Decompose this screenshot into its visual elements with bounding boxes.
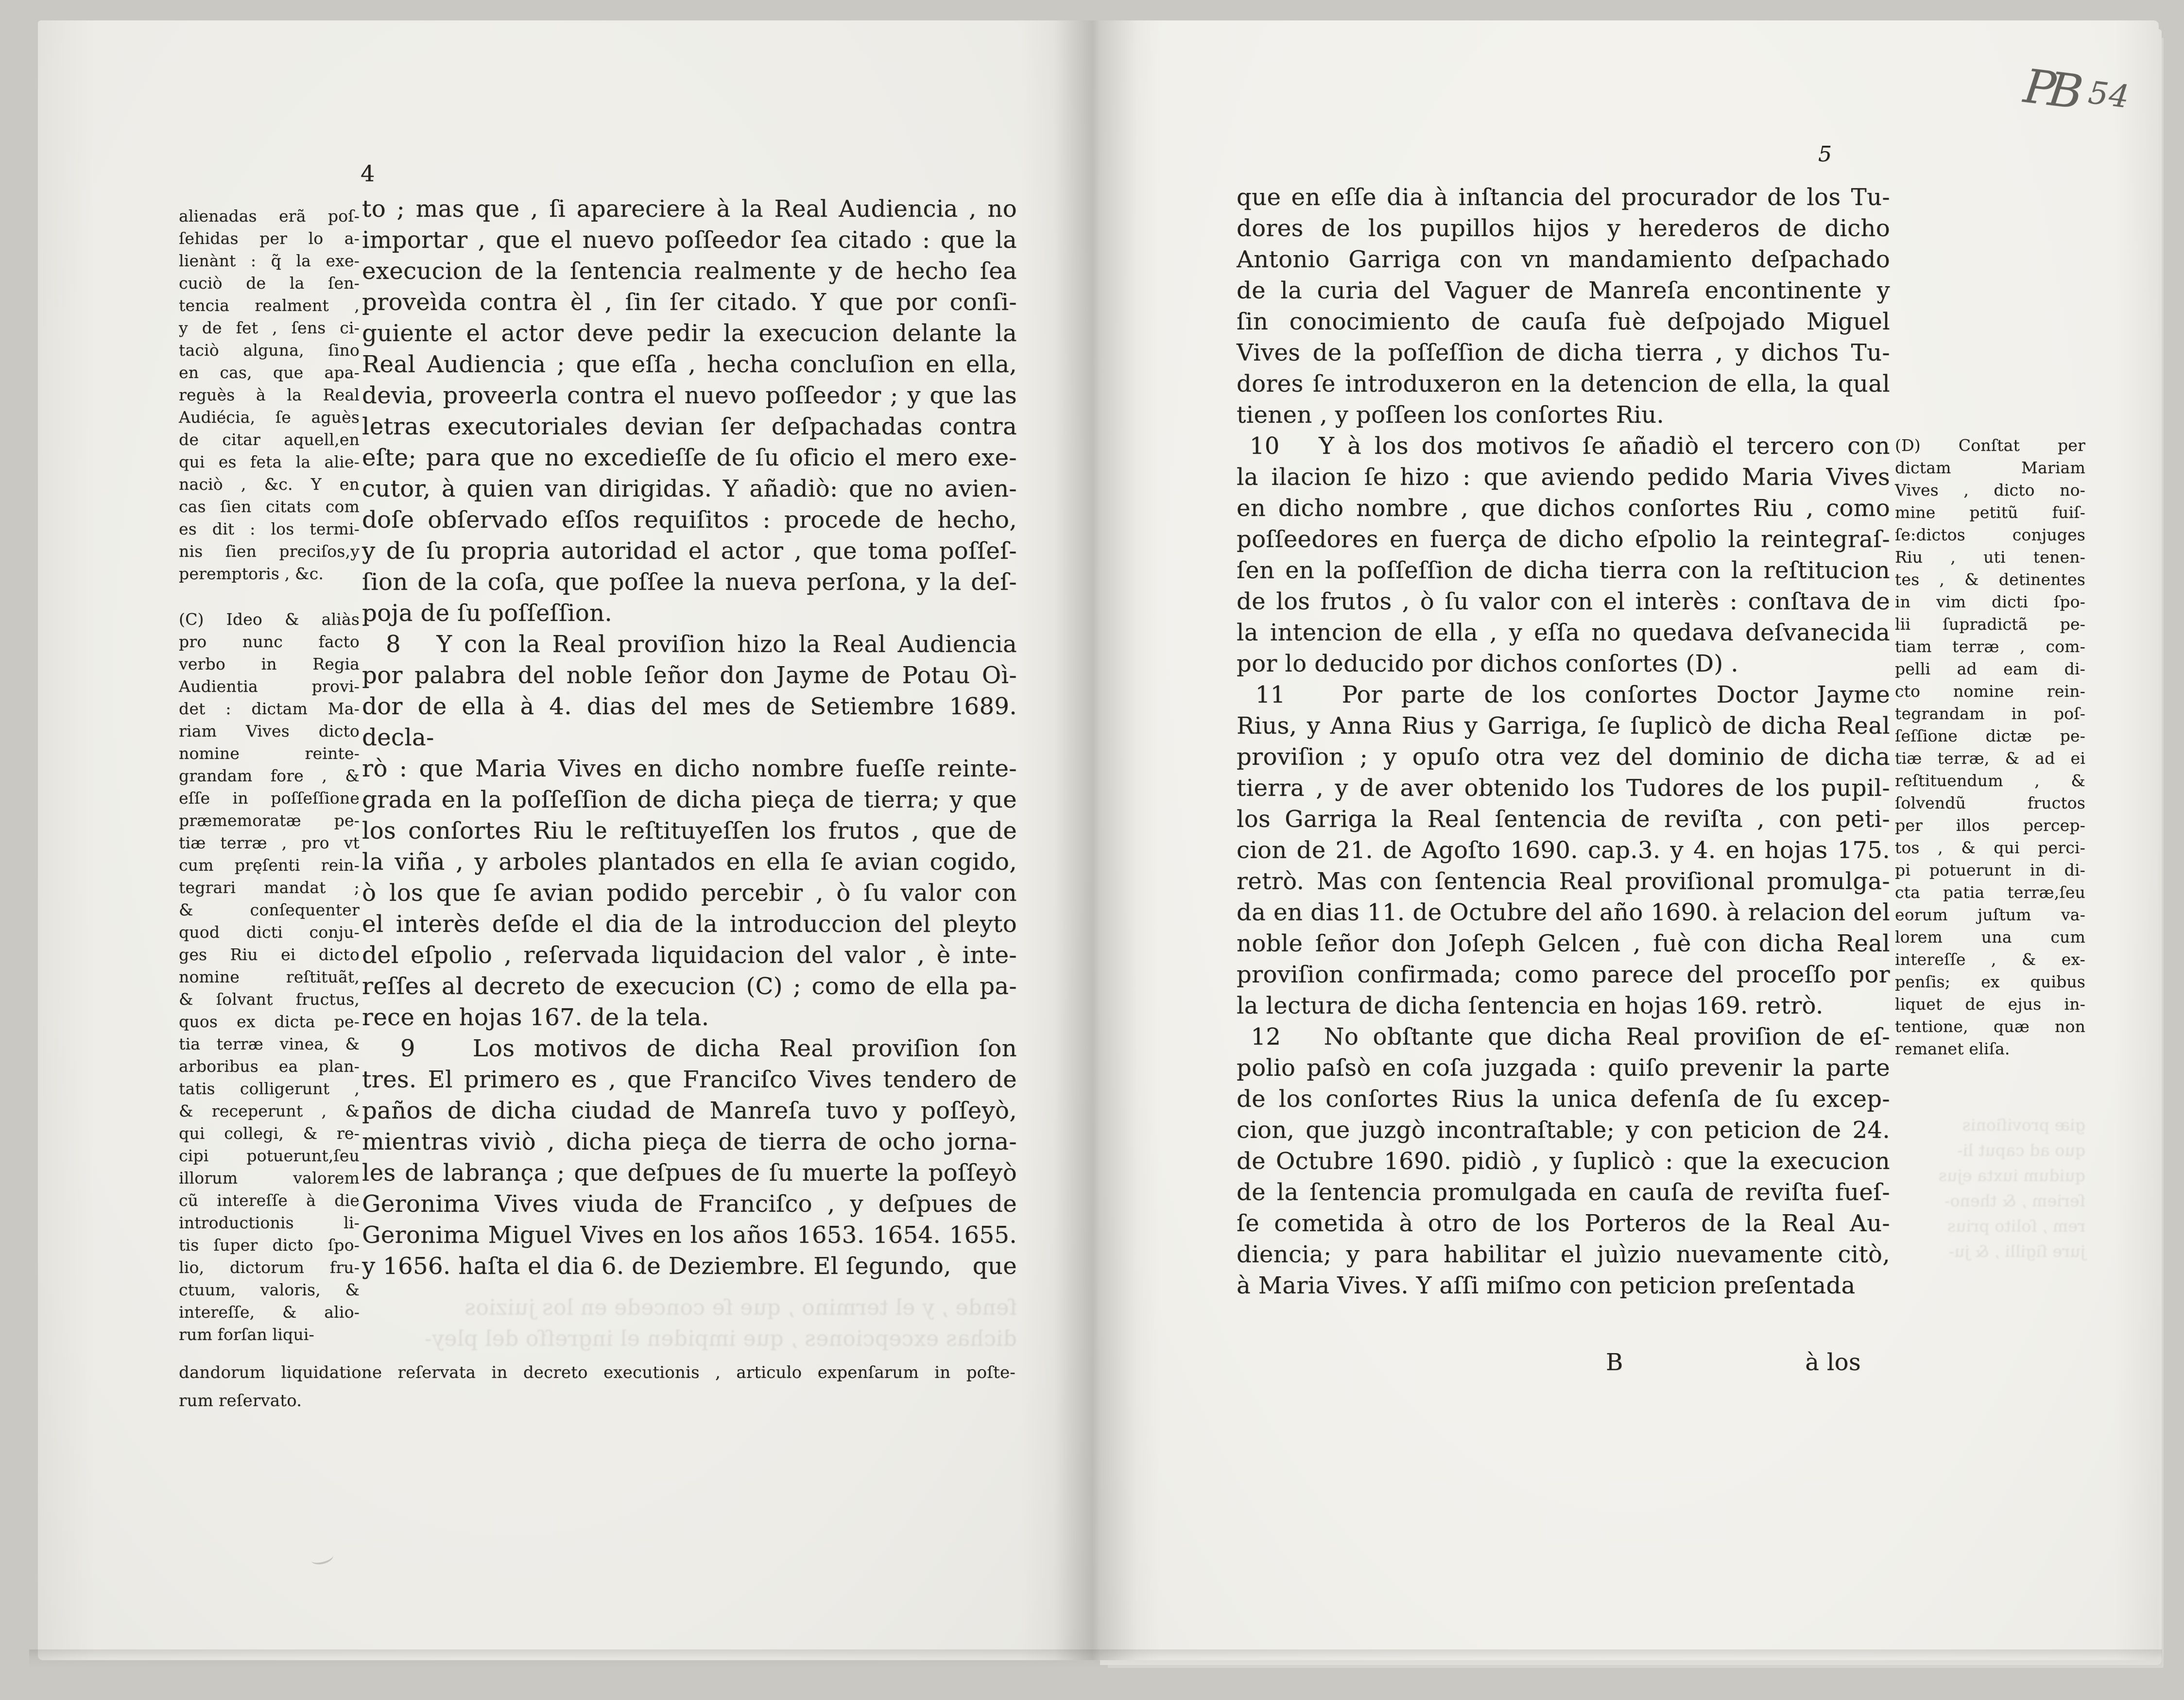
text-line: importar , que el nuevo poſſeedor ſea citado : que la — [362, 226, 1017, 254]
text-line: devia, proveerla contra el nuevo poſſeedor ; y que las — [362, 382, 1017, 409]
text-line: y de fet , ſens ci- — [179, 318, 360, 337]
text-line: dichas excepciones , que impiden el ingreſſo del pley- — [424, 1326, 1017, 1351]
text-line: & conſequenter — [179, 900, 360, 919]
text-line: da en dias 11. de Octubre del año 1690. à relacion del — [1237, 899, 1890, 926]
text-line: eſte; para que no excedieſſe de ſu oficio el mero exe- — [362, 444, 1017, 471]
page-stack-edge — [29, 1649, 2162, 1669]
text-line: ſen en la poſſeſſion de dicha tierra con la reſtitucion — [1237, 557, 1890, 584]
text-line: Geronima Miguel Vives en los años 1653. 1654. 1655. — [362, 1221, 1017, 1249]
text-line: dictam Mariam — [1895, 458, 2085, 477]
text-line: execucion de la ſentencia realmente y de hecho ſea — [362, 258, 1017, 285]
text-line: de citar aquell,en — [179, 430, 360, 449]
text-line: ges Riu ei dicto — [179, 945, 360, 964]
text-line: pelli ad eam di- — [1895, 659, 2085, 678]
text-line: proveìda contra èl , ſin ſer citado. Y que por conſi- — [362, 289, 1017, 316]
text-line: los conſortes Riu le reſtituyeſſen los frutos , que de — [362, 817, 1017, 844]
text-line: 10 Y à los dos motivos ſe añadiò el tercero con — [1237, 432, 1890, 460]
text-line: mientras viviò , dicha pieça de tierra de ocho jorna- — [362, 1128, 1017, 1155]
text-line: cipi potuerunt,ſeu — [179, 1146, 360, 1165]
text-line: en dicho nombre , que dichos conſortes Riu , como — [1237, 495, 1890, 522]
text-line: y 1656. haſta el dia 6. de Deziembre. El ſegundo, — [362, 1253, 951, 1280]
text-line: (C) Ideo & aliàs — [179, 610, 360, 629]
text-line: quos ex dicta pe- — [179, 1012, 360, 1031]
text-line: intereſſe, & alio- — [179, 1303, 360, 1322]
text-line: la intencion de ella , y eſſa no quedava deſvanecida — [1237, 619, 1890, 646]
text-line: à Maria Vives. Y aſſi miſmo con peticion preſentada — [1237, 1272, 1856, 1299]
text-line: 12 No obſtante que dicha Real proviſion de eſ- — [1237, 1023, 1890, 1050]
text-line: cum pręſenti rein- — [179, 856, 360, 875]
text-line: grandam fore , & — [179, 766, 360, 785]
text-line: lorem una cum — [1895, 927, 2085, 946]
margin-note-d — [1895, 434, 2085, 1060]
text-line: tia terræ vinea, & — [179, 1034, 360, 1053]
text-line: proviſion ; y opuſo otra vez del dominio de dicha — [1237, 743, 1890, 771]
text-line: pro nunc facto — [179, 632, 360, 651]
bleed-through-text-left — [362, 1292, 1017, 1355]
text-line: alienadas erã poſ- — [179, 206, 360, 225]
text-line: nomine reinte- — [179, 744, 360, 763]
text-line: cion, que juzgò incontraſtable; y con peticion de 24. — [1237, 1116, 1890, 1144]
text-line: retrò. Mas con ſentencia Real proviſional promulga- — [1237, 868, 1890, 895]
text-line: Audientia provi- — [179, 677, 360, 696]
text-line: dor de ella à 4. dias del mes de Setiembre 1689. decla- — [362, 693, 1017, 751]
text-line: ſion de la coſa, que poſſee la nueva perſona, y la deſ- — [362, 568, 1017, 596]
text-line: Audiécia, ſe aguès — [179, 408, 360, 427]
text-line: tiam terræ , com- — [1895, 637, 2085, 656]
text-line: & receperunt , & — [179, 1101, 360, 1120]
text-line: ſolvendũ fructos — [1895, 793, 2085, 812]
text-line: eorum juſtum va- — [1895, 905, 2085, 924]
text-line: que en eſſe dia à inſtancia del procurador de los Tu- — [1237, 184, 1890, 211]
text-line: por lo deducido por dichos conſortes (D) . — [1237, 650, 1738, 677]
text-line: peremptoris , &c. — [179, 564, 324, 583]
text-line: tos , & qui perci- — [1895, 838, 2085, 857]
text-line: ſe cometida à otro de los Porteros de la Real Au- — [1237, 1210, 1890, 1237]
text-line: naciò , &c. Y en — [179, 475, 360, 494]
text-line: la ilacion ſe hizo : que aviendo pedido Maria Vives — [1237, 464, 1890, 491]
text-line: tegrari mandat ; — [179, 878, 360, 897]
text-line: lio, dictorum fru- — [179, 1258, 360, 1277]
text-line: proviſion confirmada; como parece del proceſſo por — [1237, 961, 1890, 988]
text-line: nis ſien preciſos,y — [179, 542, 360, 561]
text-line: ſe:dictos conjuges — [1895, 525, 2085, 544]
handwritten-letters: PB — [2021, 58, 2080, 120]
text-line: intereſſe , & ex- — [1895, 950, 2085, 969]
text-line: de los conſortes Rius la unica defenſa de ſu excep- — [1237, 1085, 1890, 1113]
text-line: diencia; y para habilitar el juìzio nuevamente citò, — [1237, 1241, 1890, 1268]
right-direction-line — [1237, 1349, 1890, 1380]
handwritten-number: 54 — [2086, 75, 2132, 116]
text-line: verbo in Regia — [179, 654, 360, 673]
text-line: tres. El primero es , que Franciſco Vives tendero de — [362, 1066, 1017, 1093]
text-line: Rius, y Anna Rius y Garriga, ſe ſuplicò de dicha Real — [1237, 712, 1890, 739]
text-line: guiente el actor deve pedir la execucion delante la — [362, 320, 1017, 347]
text-line: præmemoratæ pe- — [179, 811, 360, 830]
text-line: nomine reſtituãt, — [179, 967, 360, 986]
text-line: qui collegi, & re- — [179, 1124, 360, 1143]
text-line: ctuum, valoris, & — [179, 1280, 360, 1299]
text-line: Real Audiencia ; que eſſa , hecha concluſion en ella, — [362, 351, 1017, 378]
bleed-through-text-right — [1895, 1113, 2085, 1264]
left-body-text — [362, 193, 1017, 1282]
text-line: introductionis li- — [179, 1213, 360, 1232]
text-line: reſtituendum , & — [1895, 771, 2085, 790]
text-line: ſehidas per lo a- — [179, 229, 360, 248]
text-line: rem , ſolito prius — [1947, 1217, 2085, 1236]
text-line: liquet de ejus in- — [1895, 995, 2085, 1013]
text-line: el interès deſde el dia de la introduccion del pleyto — [362, 910, 1017, 938]
signature-mark: B — [1606, 1349, 1623, 1376]
text-line: eſſe in poſſeſſione — [179, 789, 360, 807]
text-line: riam Vives dicto — [179, 721, 360, 740]
text-line: doſe obſervado eſſos requiſitos : procede de hecho, — [362, 506, 1017, 533]
text-line: tis ſuper dicto ſpo- — [179, 1236, 360, 1254]
text-line: quidum iuxta ejus — [1938, 1166, 2085, 1185]
text-line: det : dictam Ma- — [179, 699, 360, 718]
text-line: tienen , y poſſeen los conſortes Riu. — [1237, 401, 1665, 429]
text-line: la lectura de dicha ſentencia en hojas 169. retrò. — [1237, 992, 1823, 1019]
text-line: cion de 21. de Agoſto 1690. cap.3. y 4. en hojas 175. — [1237, 837, 1890, 864]
text-line: Antonio Garriga con vn mandamiento deſpachado — [1237, 246, 1890, 273]
text-line: 9 Los motivos de dicha Real proviſion ſon — [362, 1035, 1017, 1062]
text-line: de los frutos , ò ſu valor con el interès : conſtava de — [1237, 588, 1890, 615]
text-line: tegrandam in poſ- — [1895, 704, 2085, 723]
text-line: dandorum liquidatione reſervata in decreto executionis , articulo expenſarum in poſte- — [179, 1363, 1015, 1382]
text-line: cutor, à quien van dirigidas. Y añadiò: que no avien- — [362, 475, 1017, 502]
text-line: Geronima Vives viuda de Franciſco , y deſpues de — [362, 1190, 1017, 1218]
text-line: de Octubre 1690. pidiò , y ſuplicò : que la execucion — [1237, 1148, 1890, 1175]
right-body-text — [1237, 182, 1890, 1301]
text-line: & ſolvant fructus, — [179, 990, 360, 1009]
text-line: ſin conocimiento de cauſa fuè deſpojado Miguel — [1237, 308, 1890, 335]
text-line: qui es feta la alie- — [179, 452, 360, 471]
text-line: pi potuerunt in di- — [1895, 860, 2085, 879]
text-line: ſende , y el termino , que ſe concede en los juizios — [464, 1295, 1017, 1320]
gutter-shadow — [1054, 20, 1137, 1660]
text-line: tes , & detinentes — [1895, 570, 2085, 589]
text-line: Vives de la poſſeſſion de dicha tierra , y dichos Tu- — [1237, 339, 1890, 366]
text-line: ſeſſione dictæ pe- — [1895, 726, 2085, 745]
text-line: per illos percep- — [1895, 816, 2085, 835]
text-line: to ; mas que , ſi apareciere à la Real Audiencia , no — [362, 195, 1017, 223]
text-line: quod dicti conju- — [179, 923, 360, 942]
text-line: poja de ſu poſſeſſion. — [362, 600, 613, 627]
text-line: de la ſentencia promulgada en cauſa de reviſta fueſ- — [1237, 1179, 1890, 1206]
text-line: del eſpolio , reſervada liquidacion del valor , è inte- — [362, 942, 1017, 969]
text-line: letras executoriales devian ſer deſpachadas contra — [362, 413, 1017, 440]
text-line: paños de dicha ciudad de Manreſa tuvo y poſſeyò, — [362, 1097, 1017, 1124]
text-line: illorum valorem — [179, 1168, 360, 1187]
text-line: es dit : los termi- — [179, 519, 360, 538]
text-line: de la curia del Vaguer de Manreſa encontinente y — [1237, 277, 1890, 304]
text-line: grada en la poſſeſſion de dicha pieça de tierra; y que — [362, 786, 1017, 813]
page-number-right: 5 — [1818, 142, 1832, 167]
text-line: cuciò de la ſen- — [179, 274, 360, 292]
text-line: ſeriem , & theno- — [1944, 1191, 2085, 1210]
text-line: Vives , dicto no- — [1895, 481, 2085, 499]
text-line: poſſeedores en fuerça de dicho eſpolio la reintegraſ- — [1237, 526, 1890, 553]
text-line: polio paſsò en coſa juzgada : quiſo prevenir la parte — [1237, 1054, 1890, 1082]
left-footnote — [179, 1358, 1015, 1415]
text-line: los Garriga la Real ſentencia de reviſta , con peti- — [1237, 806, 1890, 833]
text-line: 11 Por parte de los conſortes Doctor Jayme — [1237, 681, 1890, 708]
text-line: tentione, quæ non — [1895, 1017, 2085, 1036]
text-line: tierra , y de aver obtenido los Tudores de los pupil- — [1237, 774, 1890, 802]
text-line: cto nomine rein- — [1895, 682, 2085, 701]
text-line: noble ſeñor don Joſeph Gelcen , fuè con dicha Real — [1237, 930, 1890, 957]
text-line: la viña , y arboles plantados en ella ſe avian cogido, — [362, 848, 1017, 876]
text-line: reguès à la Real — [179, 385, 360, 404]
text-line: cũ intereſſe à die — [179, 1191, 360, 1210]
text-line: rò : que Maria Vives en dicho nombre fueſſe reinte- — [362, 755, 1017, 782]
text-line: dores de los pupillos hijos y herederos de dicho — [1237, 215, 1890, 242]
text-line: en cas, que apa- — [179, 363, 360, 382]
text-line: jure ſigilli , & ju- — [1948, 1242, 2085, 1261]
text-line: 8 Y con la Real proviſion hizo la Real Audiencia — [362, 631, 1017, 658]
text-line: tiæ terræ , pro vt — [179, 833, 360, 852]
text-line: por palabra del noble ſeñor don Jayme de Potau Oì- — [362, 662, 1017, 689]
text-line: tencia realment , — [179, 296, 360, 315]
text-line: reſſes al decreto de execucion (C) ; como de ella pa- — [362, 973, 1017, 1000]
text-line: cta patia terræ,ſeu — [1895, 883, 2085, 902]
text-line: y de ſu propria autoridad el actor , que toma poſſeſ- — [362, 537, 1017, 565]
margin-note-c — [179, 608, 360, 1346]
text-line: quo ad caput li- — [1957, 1141, 2085, 1160]
text-line: rum reſervato. — [179, 1391, 302, 1410]
left-catchword: que — [972, 1253, 1017, 1280]
text-line: giæ proviſionis — [1962, 1116, 2085, 1134]
text-line: mine petitũ fuiſ- — [1895, 503, 2085, 522]
text-line: ò los que ſe avian podido percebir , ò ſu valor con — [362, 879, 1017, 907]
page-number-left: 4 — [361, 160, 375, 187]
text-line: taciò alguna, ſino — [179, 341, 360, 360]
text-line: arboribus ea plan- — [179, 1057, 360, 1076]
text-line: remanet eliſa. — [1895, 1039, 2010, 1058]
text-line: rum forſan liqui- — [179, 1325, 314, 1344]
margin-note-a — [179, 205, 360, 585]
text-line: tatis colligerunt , — [179, 1079, 360, 1098]
text-line: Riu , uti tenen- — [1895, 548, 2085, 567]
right-catchword: à los — [1805, 1349, 1861, 1376]
text-line: (D) Conſtat per — [1895, 436, 2085, 455]
text-line: cas ſien citats com — [179, 497, 360, 516]
text-line: lii ſupradictã pe- — [1895, 615, 2085, 634]
text-line: dores ſe introduxeron en la detencion de ella, la qual — [1237, 370, 1890, 397]
text-line: in vim dicti ſpo- — [1895, 592, 2085, 611]
text-line: tiæ terræ, & ad ei — [1895, 749, 2085, 768]
text-line: rece en hojas 167. de la tela. — [362, 1004, 709, 1031]
text-line: les de labrança ; que deſpues de ſu muerte la poſſeyò — [362, 1159, 1017, 1186]
text-line: lienànt : q̃ la exe- — [179, 251, 360, 270]
text-line: penſis; ex quibus — [1895, 972, 2085, 991]
